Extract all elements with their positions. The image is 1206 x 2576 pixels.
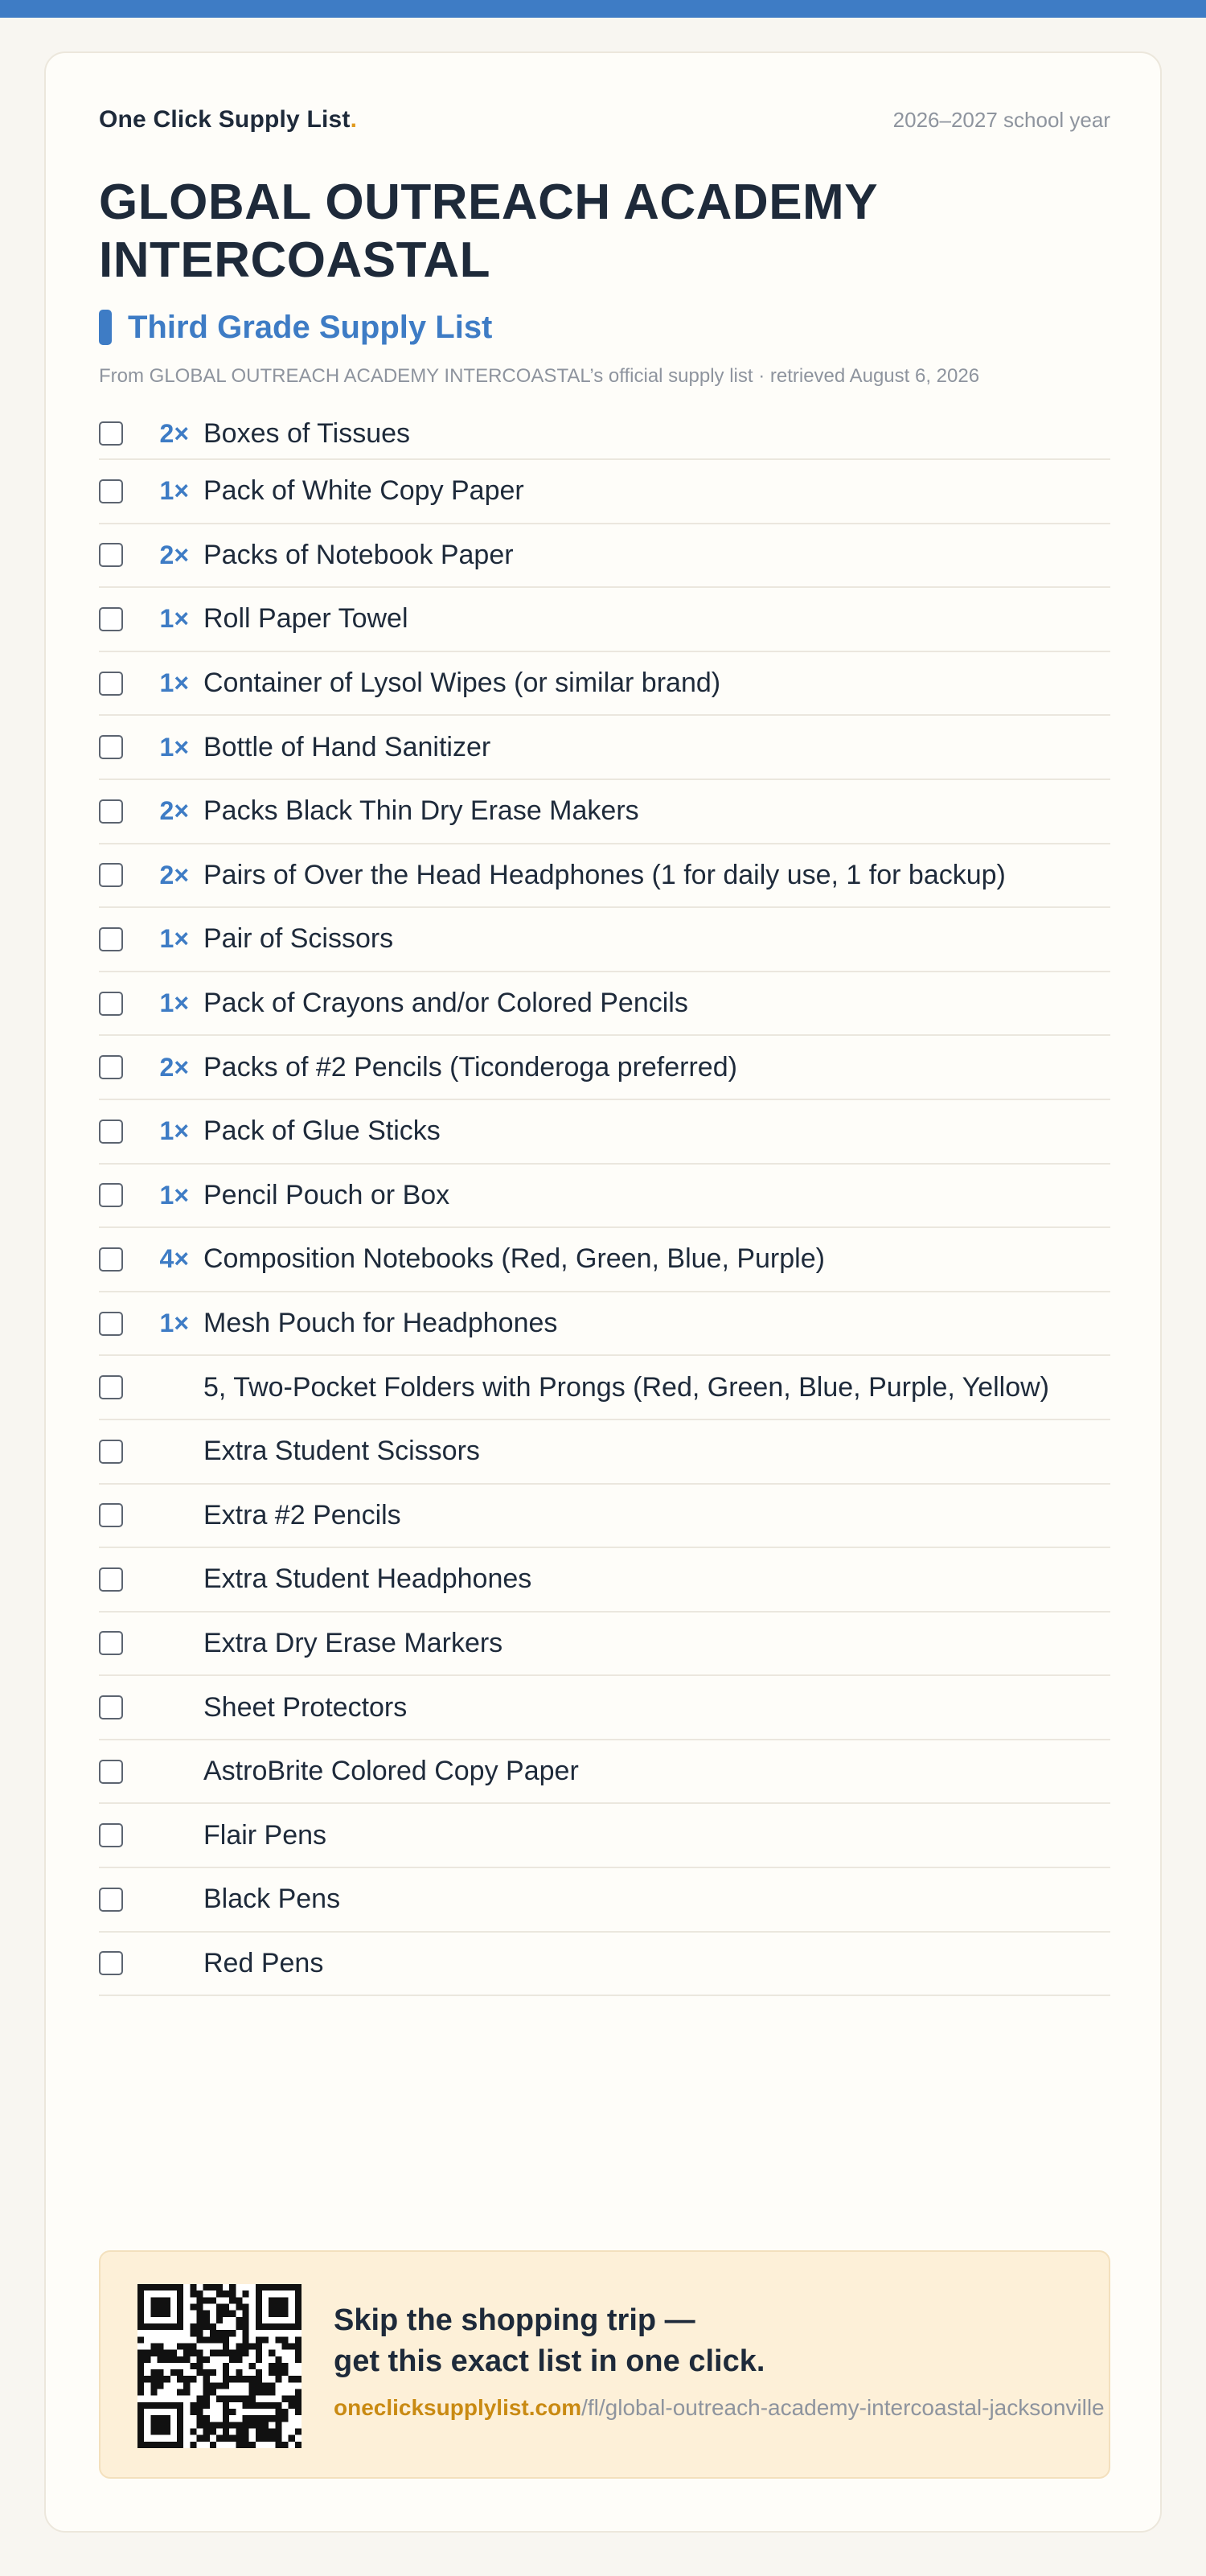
- top-accent-bar: [0, 0, 1206, 18]
- item-checkbox[interactable]: [99, 799, 123, 824]
- item-checkbox[interactable]: [99, 1695, 123, 1719]
- item-text: Boxes of Tissues: [203, 417, 411, 449]
- item-checkbox[interactable]: [99, 1888, 123, 1912]
- list-item: [99, 1165, 1110, 1229]
- cta-headline-line-1: Skip the shopping trip —: [334, 2303, 695, 2337]
- item-text: Container of Lysol Wipes (or similar brand): [203, 668, 721, 699]
- item-text: Composition Notebooks (Red, Green, Blue, Purple): [203, 1243, 825, 1275]
- item-quantity: 1×: [159, 1309, 189, 1338]
- list-item: [99, 1356, 1110, 1420]
- item-checkbox[interactable]: [99, 543, 123, 567]
- list-item: [99, 1933, 1110, 1997]
- item-checkbox[interactable]: [99, 421, 123, 446]
- list-item: [99, 780, 1110, 844]
- item-quantity: 4×: [159, 1244, 189, 1274]
- item-checkbox[interactable]: [99, 1312, 123, 1336]
- item-text: Black Pens: [203, 1884, 341, 1915]
- item-text: Extra Student Headphones: [203, 1563, 532, 1595]
- item-text: Pair of Scissors: [203, 923, 394, 955]
- item-checkbox[interactable]: [99, 1120, 123, 1144]
- item-checkbox[interactable]: [99, 1375, 123, 1399]
- list-item: [99, 1100, 1110, 1165]
- list-item: [99, 1420, 1110, 1485]
- list-item: [99, 460, 1110, 524]
- list-item: [99, 1036, 1110, 1100]
- item-checkbox[interactable]: [99, 1760, 123, 1784]
- grade-heading: [99, 307, 1110, 347]
- item-quantity: 1×: [159, 732, 189, 762]
- brand-logo[interactable]: [99, 106, 357, 134]
- item-text: Packs Black Thin Dry Erase Makers: [203, 795, 639, 827]
- item-quantity: 1×: [159, 604, 189, 634]
- item-text: Pack of Crayons and/or Colored Pencils: [203, 988, 688, 1019]
- item-checkbox[interactable]: [99, 992, 123, 1016]
- item-quantity: 2×: [159, 1052, 189, 1082]
- list-item: [99, 716, 1110, 780]
- list-item: [99, 588, 1110, 652]
- item-quantity: 1×: [159, 1180, 189, 1210]
- supply-list: [99, 409, 1110, 1996]
- item-text: Mesh Pouch for Headphones: [203, 1308, 558, 1339]
- school-year: 2026–2027 school year: [892, 108, 1110, 132]
- item-checkbox[interactable]: [99, 1183, 123, 1207]
- item-text: Roll Paper Towel: [203, 603, 408, 635]
- item-checkbox[interactable]: [99, 1440, 123, 1464]
- item-checkbox[interactable]: [99, 927, 123, 951]
- item-checkbox[interactable]: [99, 1503, 123, 1527]
- cta-text: [334, 2300, 1170, 2421]
- item-text: Red Pens: [203, 1947, 324, 1978]
- item-checkbox[interactable]: [99, 863, 123, 887]
- cta-headline: [334, 2300, 1170, 2382]
- item-checkbox[interactable]: [99, 672, 123, 696]
- grade-accent-bar: [99, 310, 112, 345]
- item-checkbox[interactable]: [99, 1567, 123, 1592]
- item-text: Packs of Notebook Paper: [203, 539, 514, 570]
- qr-code-icon[interactable]: [137, 2284, 302, 2448]
- item-text: AstroBrite Colored Copy Paper: [203, 1756, 579, 1787]
- cta-headline-line-2: get this exact list in one click.: [334, 2344, 765, 2378]
- source-line: From GLOBAL OUTREACH ACADEMY INTERCOASTAL’s official supply list · retrieved August 6, 2026: [99, 365, 980, 387]
- list-item: [99, 524, 1110, 589]
- item-text: Pack of White Copy Paper: [203, 475, 524, 507]
- item-checkbox[interactable]: [99, 1055, 123, 1079]
- school-name: GLOBAL OUTREACH ACADEMY INTERCOASTAL: [99, 175, 877, 288]
- item-text: Extra #2 Pencils: [203, 1499, 401, 1530]
- item-quantity: 1×: [159, 668, 189, 698]
- brand-dot: .: [350, 106, 358, 133]
- item-text: Bottle of Hand Sanitizer: [203, 731, 491, 762]
- item-text: Pairs of Over the Head Headphones (1 for daily use, 1 for backup): [203, 859, 1006, 890]
- item-checkbox[interactable]: [99, 479, 123, 503]
- cta-box: [99, 2250, 1110, 2479]
- list-item: [99, 1868, 1110, 1933]
- list-item: [99, 409, 1110, 460]
- list-item: [99, 1292, 1110, 1357]
- item-checkbox[interactable]: [99, 1631, 123, 1655]
- list-item: [99, 908, 1110, 972]
- list-item: [99, 1548, 1110, 1613]
- item-text: Extra Student Scissors: [203, 1436, 480, 1467]
- item-text: Flair Pens: [203, 1819, 327, 1851]
- item-text: Sheet Protectors: [203, 1691, 408, 1723]
- supply-list-card: [44, 51, 1162, 2533]
- brand-name: One Click Supply List: [99, 106, 351, 133]
- item-text: Pencil Pouch or Box: [203, 1179, 450, 1210]
- cta-link[interactable]: [334, 2395, 1170, 2421]
- item-text: Extra Dry Erase Markers: [203, 1627, 503, 1658]
- item-quantity: 2×: [159, 540, 189, 569]
- list-item: [99, 652, 1110, 717]
- list-item: [99, 972, 1110, 1037]
- grade-title: Third Grade Supply List: [128, 309, 493, 345]
- item-quantity: 1×: [159, 476, 189, 506]
- item-checkbox[interactable]: [99, 735, 123, 759]
- item-quantity: 2×: [159, 418, 189, 448]
- item-checkbox[interactable]: [99, 1823, 123, 1847]
- item-quantity: 2×: [159, 860, 189, 889]
- list-item: [99, 1485, 1110, 1549]
- card-content: [99, 106, 1110, 1996]
- item-checkbox[interactable]: [99, 607, 123, 631]
- cta-url-path: /fl/global-outreach-academy-intercoastal-jacksonville: [581, 2395, 1105, 2420]
- list-item: [99, 1613, 1110, 1677]
- card-header: [99, 106, 1110, 138]
- item-checkbox[interactable]: [99, 1951, 123, 1975]
- list-item: [99, 844, 1110, 909]
- item-text: Pack of Glue Sticks: [203, 1115, 441, 1147]
- item-quantity: 1×: [159, 1116, 189, 1146]
- list-item: [99, 1740, 1110, 1805]
- qr-code-graphic: [137, 2284, 302, 2448]
- cta-url-domain: oneclicksupplylist.com: [334, 2395, 582, 2420]
- item-quantity: 1×: [159, 924, 189, 954]
- item-quantity: 1×: [159, 988, 189, 1018]
- list-item: [99, 1804, 1110, 1868]
- item-quantity: 2×: [159, 796, 189, 826]
- list-item: [99, 1228, 1110, 1292]
- item-text: Packs of #2 Pencils (Ticonderoga preferred): [203, 1051, 737, 1083]
- item-checkbox[interactable]: [99, 1247, 123, 1272]
- item-text: 5, Two-Pocket Folders with Prongs (Red, Green, Blue, Purple, Yellow): [203, 1371, 1049, 1403]
- list-item: [99, 1676, 1110, 1740]
